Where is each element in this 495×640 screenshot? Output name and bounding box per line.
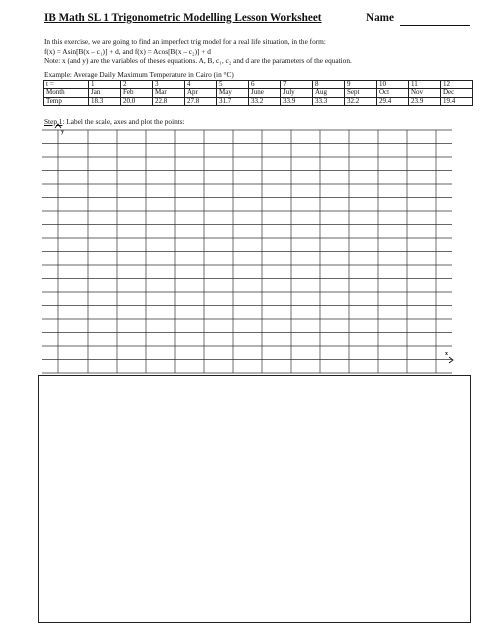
table-cell: 27.8 (185, 97, 217, 105)
table-cell: Dec (441, 89, 473, 97)
table-cell: 6 (249, 81, 281, 89)
table-cell: 7 (281, 81, 313, 89)
intro-line-1: In this exercise, we are going to find an imperfect trig model for a real life situation, in the form: (44, 37, 326, 46)
table-cell: 10 (377, 81, 409, 89)
table-cell: Aug (313, 89, 345, 97)
table-cell: 19.4 (441, 97, 473, 105)
x-axis-arrow-icon (449, 357, 453, 363)
table-cell: Mar (153, 89, 185, 97)
y-axis-arrow-icon (55, 124, 61, 128)
table-cell: 32.2 (345, 97, 377, 105)
step1-label: Step 1 (44, 117, 63, 126)
table-cell: 33.3 (313, 97, 345, 105)
x-axis-label: x (445, 351, 448, 357)
table-cell: 33.9 (281, 97, 313, 105)
table-cell: 2 (121, 81, 153, 89)
table-cell: Feb (121, 89, 153, 97)
table-cell: July (281, 89, 313, 97)
row-label-cell: Temp (44, 97, 89, 105)
table-cell: 29.4 (377, 97, 409, 105)
y-axis-label: y (61, 129, 64, 135)
table-cell: 33.2 (249, 97, 281, 105)
row-label-cell: t = (44, 81, 89, 89)
table-cell: 20.0 (121, 97, 153, 105)
intro-note-line: Note: x (and y) are the variables of theses equations. A, B, c₁, c₂ and d are the parameters of the equation. (44, 56, 352, 66)
table-cell: 4 (185, 81, 217, 89)
table-cell: 18.3 (89, 97, 121, 105)
table-cell: June (249, 89, 281, 97)
table-cell: 1 (89, 81, 121, 89)
row-label-cell: Month (44, 89, 89, 97)
table-cell: 9 (345, 81, 377, 89)
table-cell: 11 (409, 81, 441, 89)
table-cell: 31.7 (217, 97, 249, 105)
table-cell: 23.9 (409, 97, 441, 105)
table-cell: 8 (313, 81, 345, 89)
intro-equation-line: f(x) = Asin[B(x – c₁)] + d, and f(x) = Acos[B(x – c₂)] + d (44, 46, 211, 56)
step1-text: : Label the scale, axes and plot the points: (62, 117, 185, 126)
table-cell: Apr (185, 89, 217, 97)
table-cell: 3 (153, 81, 185, 89)
answer-work-box[interactable] (38, 375, 471, 623)
table-cell: May (217, 89, 249, 97)
example-caption: Example: Average Daily Maximum Temperature in Cairo (in °C) (44, 70, 234, 79)
table-cell: Nov (409, 89, 441, 97)
table-cell: 22.8 (153, 97, 185, 105)
table-cell: Sept (345, 89, 377, 97)
table-cell: 12 (441, 81, 473, 89)
worksheet-title: IB Math SL 1 Trigonometric Modelling Lesson Worksheet (44, 12, 322, 24)
table-cell: Oct (377, 89, 409, 97)
table-cell: Jan (89, 89, 121, 97)
table-cell: 5 (217, 81, 249, 89)
name-label: Name (366, 12, 394, 24)
